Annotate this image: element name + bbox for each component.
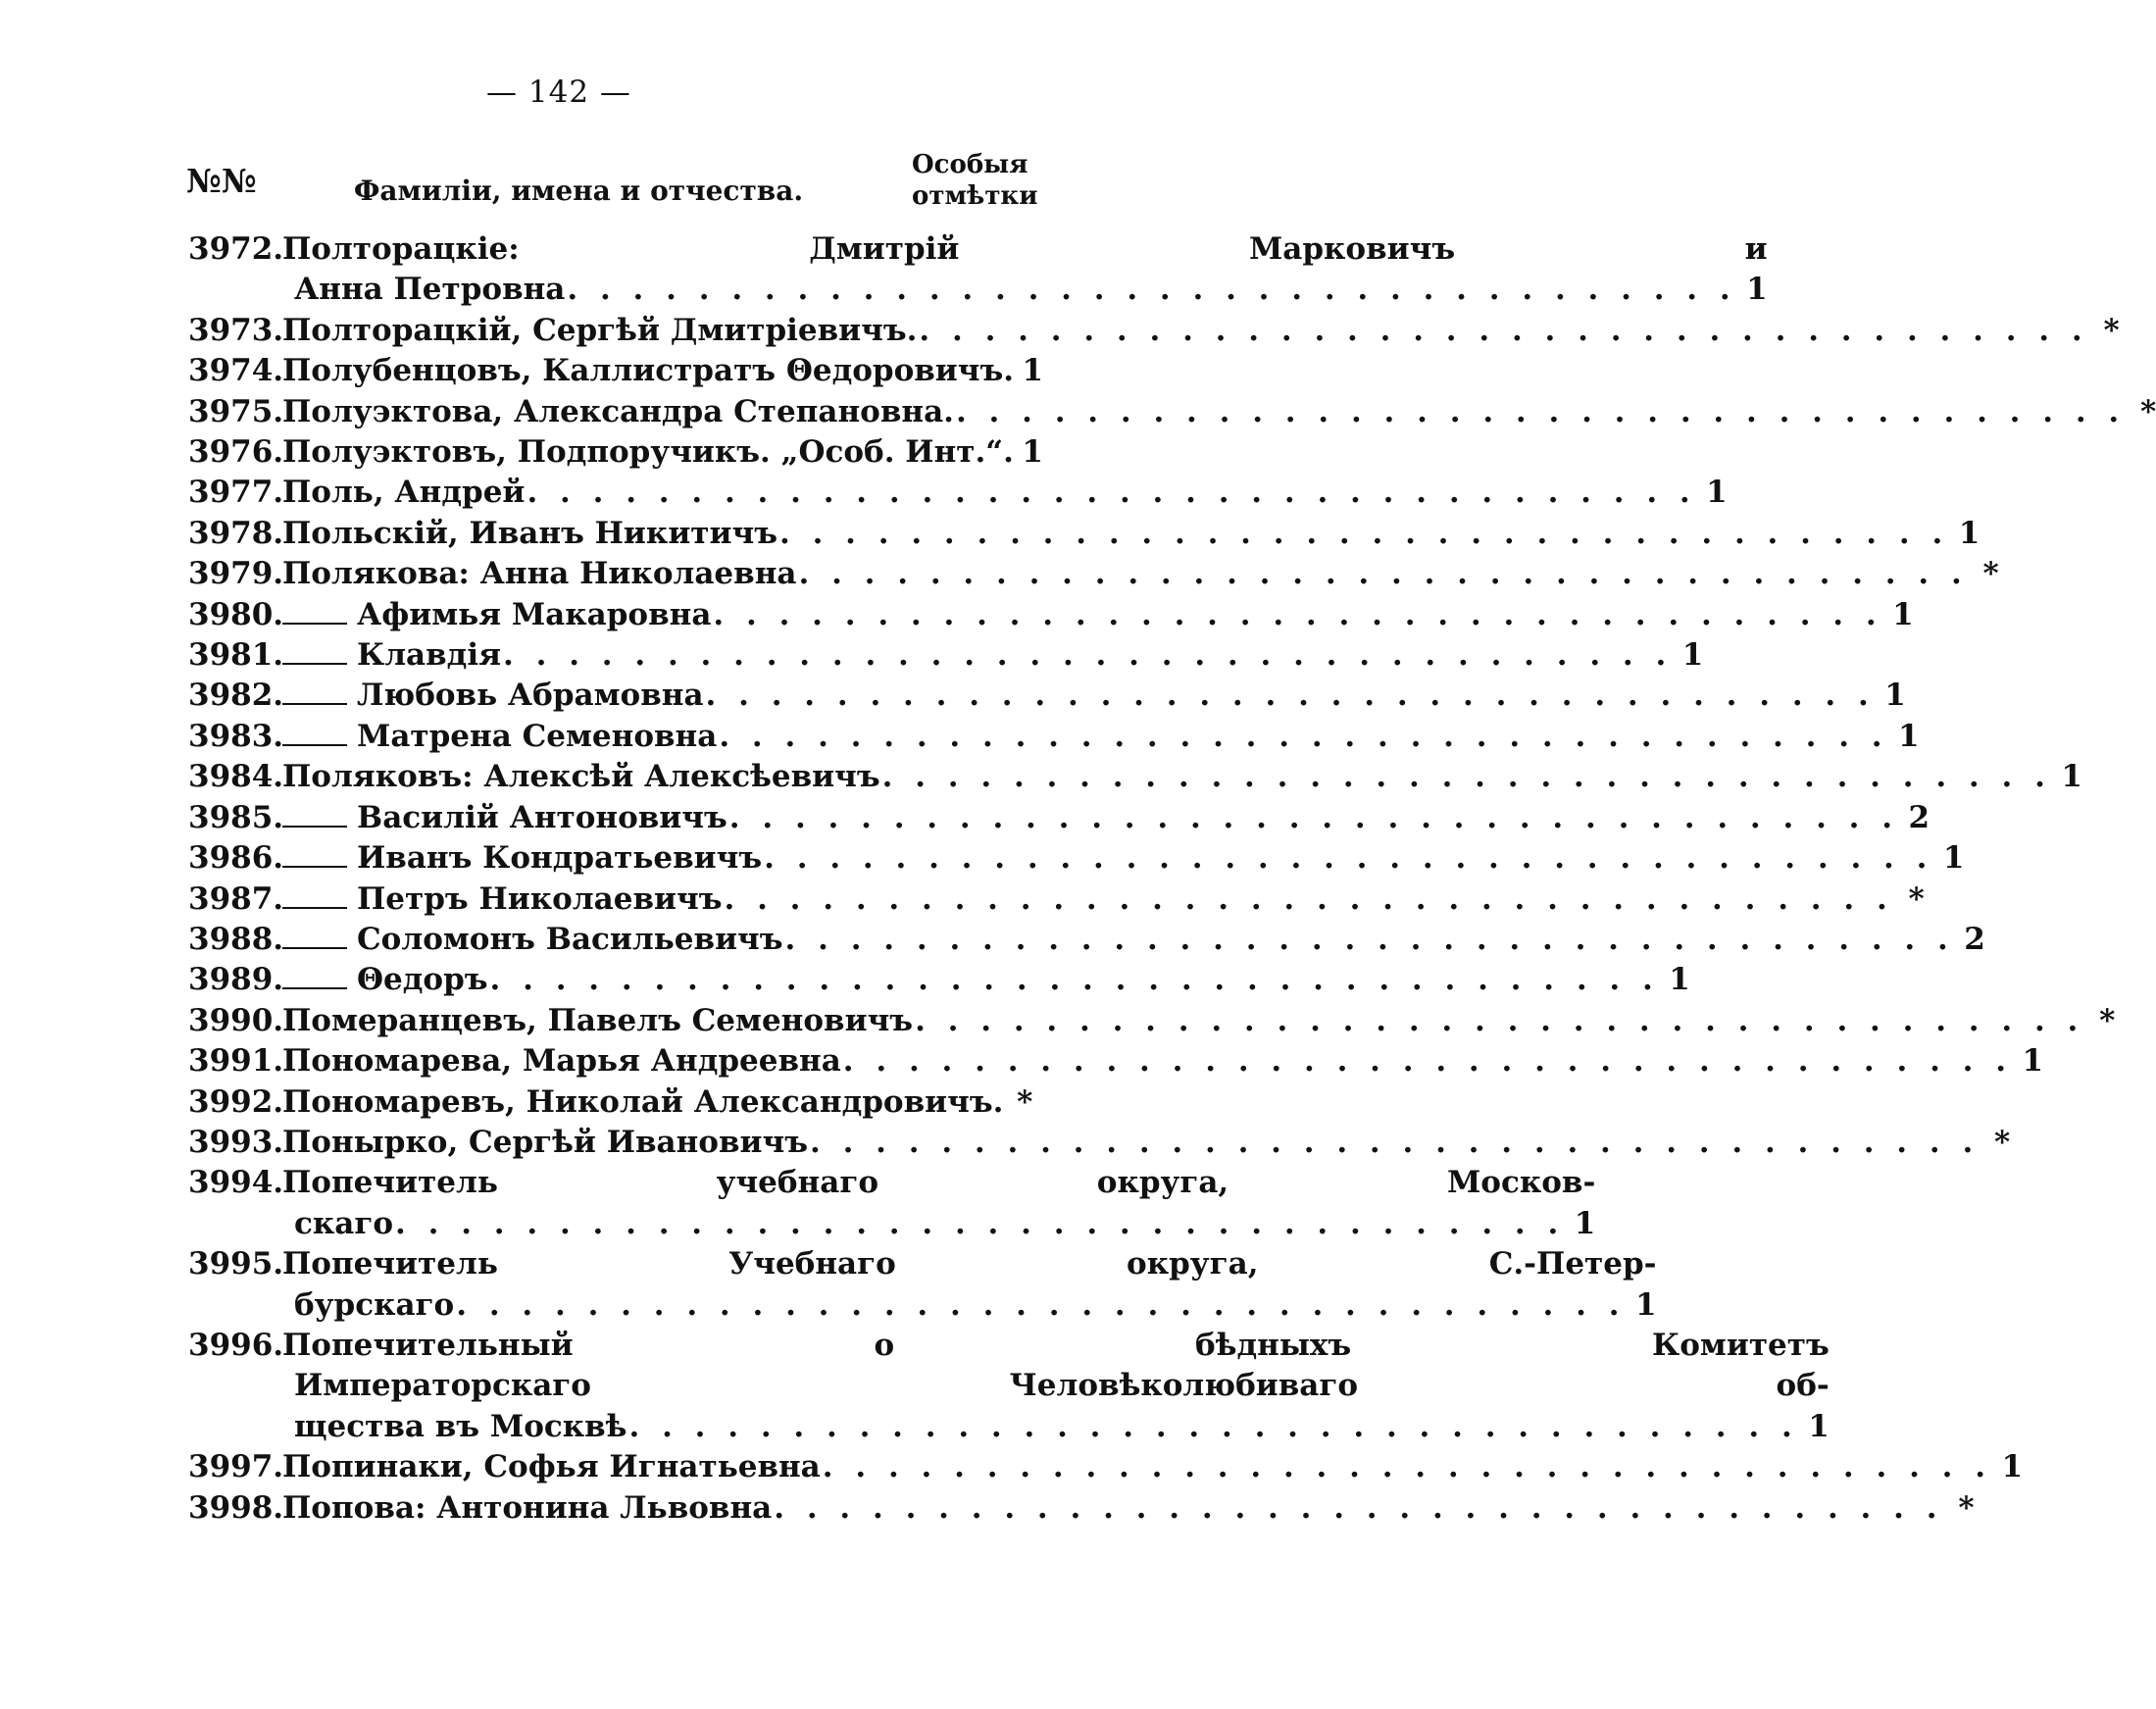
entry-mark: *: [2103, 312, 2120, 348]
dot-leader: [724, 880, 1892, 920]
entry-number: 3996.: [188, 1327, 284, 1363]
entry-line: [282, 880, 1925, 920]
list-item: [188, 1326, 1830, 1447]
entry-mark: *: [1017, 1083, 1033, 1120]
entry-body: [282, 351, 1043, 391]
list-item: [188, 351, 1044, 391]
entry-body: [282, 798, 1930, 838]
entry-number: 3982.: [188, 678, 284, 714]
entry-line: [282, 270, 1768, 310]
entry-number: 3983.: [188, 718, 284, 754]
entry-name: Померанцевъ, Павелъ Семеновичъ: [282, 1002, 914, 1038]
entry-line: [282, 229, 1768, 270]
entry-number: 3980.: [188, 596, 284, 632]
page-number: — 142 —: [486, 75, 631, 110]
entry-mark: *: [1982, 556, 1999, 592]
entry-number: 3972.: [188, 231, 284, 267]
entry-body: [282, 229, 1768, 311]
entry-mark: 1: [1022, 434, 1043, 471]
entry-number: 3977.: [188, 475, 284, 511]
ditto-dash: [282, 663, 347, 665]
list-item: [188, 1082, 1033, 1123]
list-item: [188, 514, 1981, 554]
entry-name: Полякова: Анна Николаевна: [282, 556, 797, 592]
dot-leader: [713, 595, 1881, 635]
dot-leader: [526, 473, 1695, 513]
list-item: [188, 1163, 1596, 1244]
list-item: [188, 1244, 1657, 1326]
entry-name: Поляковъ: Алексѣй Алексѣевичъ: [282, 759, 880, 795]
entry-name: Василій Антоновичъ: [357, 799, 727, 835]
dot-leader: [823, 1447, 1991, 1487]
list-item: [188, 229, 1768, 311]
entry-number: 3978.: [188, 515, 284, 551]
entry-body: [282, 1001, 2115, 1041]
list-item: [188, 1123, 2011, 1163]
entry-number: 3985.: [188, 799, 284, 835]
entry-line: [282, 554, 1999, 594]
entry-number: 3986.: [188, 840, 284, 877]
entry-number: 3981.: [188, 637, 284, 674]
entry-line: [282, 960, 1690, 1000]
entry-name: Полторацкій, Сергѣй Дмитріевичъ.: [282, 312, 918, 348]
entry-number: 3989.: [188, 962, 284, 998]
entry-mark: *: [1958, 1489, 1975, 1526]
dot-leader: [882, 757, 2051, 797]
entry-number: 3994.: [188, 1165, 284, 1201]
entry-line: [282, 595, 1914, 635]
entry-mark: 1: [1746, 272, 1768, 308]
entry-name: Понырко, Сергѣй Ивановичъ: [282, 1124, 808, 1160]
entry-mark: 1: [1898, 718, 1920, 754]
entry-body: [282, 473, 1728, 513]
entry-name: Полторацкіе: Дмитрій Марковичъ и: [282, 231, 1768, 267]
entry-name: Афимья Макаровна: [357, 596, 712, 632]
entry-line: [282, 676, 1906, 716]
entry-name: Попечитель учебнаго округа, Москов-: [282, 1165, 1596, 1201]
entry-body: [282, 432, 1043, 473]
ditto-dash: [282, 623, 347, 625]
ditto-dash: [282, 907, 347, 909]
dot-leader: [915, 1001, 2083, 1041]
entry-body: [282, 1447, 2023, 1487]
dot-leader: [490, 960, 1659, 1000]
entry-mark: 1: [1884, 678, 1906, 714]
entry-number: 3975.: [188, 393, 284, 429]
entry-body: [282, 1488, 1975, 1529]
entry-number: 3991.: [188, 1043, 284, 1080]
entry-body: [282, 1244, 1657, 1326]
list-item: [188, 757, 2082, 797]
entry-line: [282, 473, 1728, 513]
dot-leader: [843, 1041, 2012, 1081]
entry-name: Соломонъ Васильевичъ: [357, 921, 783, 957]
list-item: [188, 635, 1704, 676]
entry-mark: *: [1994, 1124, 2011, 1160]
entry-name: Полубенцовъ, Каллистратъ Θедоровичъ.: [282, 353, 1015, 389]
entry-line: [282, 1001, 2115, 1041]
entry-body: [282, 1041, 2043, 1081]
ditto-dash: [282, 744, 347, 746]
entry-line: [282, 1407, 1830, 1447]
entry-name: Попова: Антонина Львовна: [282, 1489, 773, 1526]
dot-leader: [810, 1123, 1979, 1163]
names-column-header: Фамиліи, имена и отчества.: [353, 175, 804, 207]
entry-mark: 1: [1808, 1408, 1830, 1444]
ditto-dash: [282, 703, 347, 705]
list-item: [188, 920, 1985, 960]
list-item: [188, 595, 1914, 635]
entry-body: [282, 311, 2120, 351]
list-item: [188, 1488, 1975, 1529]
list-item: [188, 880, 1925, 920]
list-item: [188, 311, 2120, 351]
ditto-dash: [282, 987, 347, 989]
entry-body: [282, 920, 1985, 960]
entry-line: [282, 1285, 1657, 1326]
entry-name: щества въ Москвѣ: [294, 1408, 627, 1444]
dot-leader: [456, 1285, 1625, 1326]
entry-mark: 2: [1908, 799, 1930, 835]
entry-line: [282, 514, 1980, 554]
entry-line: [282, 1244, 1657, 1284]
entry-name: Поль, Андрей: [282, 475, 526, 511]
dot-leader: [503, 635, 1672, 676]
entry-name: Пономарева, Марья Андреевна: [282, 1043, 841, 1080]
entry-name: Попечитель Учебнаго округа, С.-Петер-: [282, 1246, 1657, 1282]
list-item: [188, 473, 1728, 513]
list-item: [188, 717, 1920, 757]
entry-mark: 1: [1022, 353, 1044, 389]
entry-line: [282, 1488, 1975, 1529]
entry-number: 3995.: [188, 1246, 284, 1282]
entry-name: скаго: [294, 1205, 394, 1241]
entry-body: [282, 554, 1999, 594]
entry-number: 3974.: [188, 353, 284, 389]
ditto-dash: [282, 866, 347, 868]
entry-body: [282, 880, 1925, 920]
entry-line: [282, 392, 2156, 432]
entry-body: [282, 1163, 1595, 1244]
entry-number: 3987.: [188, 880, 284, 917]
ditto-dash: [282, 826, 347, 828]
entry-name: Полуэктова, Александра Степановна.: [282, 393, 954, 429]
dot-leader: [567, 270, 1735, 310]
entry-number: 3998.: [188, 1489, 284, 1526]
entry-line: [282, 1041, 2043, 1081]
entry-number: 3988.: [188, 921, 284, 957]
entry-name: Петръ Николаевичъ: [357, 880, 723, 917]
entries-list: [188, 229, 2156, 1529]
entry-line: [282, 351, 1043, 391]
entry-name: Любовь Абрамовна: [357, 678, 704, 714]
entry-number: 3973.: [188, 312, 284, 348]
dot-leader: [628, 1407, 1797, 1447]
entry-body: [282, 1326, 1830, 1447]
entry-name: Пономаревъ, Николай Александровичъ.: [282, 1083, 1004, 1120]
marks-column-header-line2: отмѣтки: [912, 181, 1038, 211]
entry-body: [282, 960, 1690, 1000]
number-column-header: №№: [186, 162, 257, 200]
list-item: [188, 1041, 2044, 1081]
entry-line: [282, 838, 1964, 879]
entry-line: [282, 1082, 1032, 1123]
entry-name: Клавдія: [357, 637, 502, 674]
entry-number: 3979.: [188, 556, 284, 592]
entry-body: [282, 1082, 1032, 1123]
dot-leader: [798, 554, 1967, 594]
entry-name: Θедоръ: [357, 962, 488, 998]
entry-mark: 1: [2001, 1449, 2024, 1485]
entry-name: Иванъ Кондратьевичъ: [357, 840, 763, 877]
dot-leader: [706, 676, 1875, 716]
list-item: [188, 392, 2156, 432]
entry-line: [282, 717, 1920, 757]
entry-name: Попечительный о бѣдныхъ Комитетъ: [282, 1327, 1830, 1363]
entry-mark: *: [1908, 880, 1925, 917]
entry-number: 3976.: [188, 434, 284, 471]
entry-mark: 1: [1958, 515, 1981, 551]
dot-leader: [395, 1204, 1564, 1244]
entry-mark: 1: [2061, 759, 2082, 795]
dot-leader: [785, 920, 1954, 960]
entry-mark: 2: [1964, 921, 1985, 957]
dot-leader: [774, 1488, 1942, 1529]
dot-leader: [779, 514, 1948, 554]
entry-body: [282, 635, 1703, 676]
entry-line: [282, 757, 2082, 797]
entry-line: [282, 1447, 2023, 1487]
dot-leader: [719, 717, 1887, 757]
entry-body: [282, 717, 1920, 757]
entry-name: Анна Петровна: [294, 272, 566, 308]
entry-line: [282, 1163, 1595, 1203]
entry-body: [282, 514, 1980, 554]
list-item: [188, 960, 1690, 1000]
entry-line: [282, 798, 1930, 838]
entry-body: [282, 757, 2082, 797]
entry-mark: 1: [1942, 840, 1965, 877]
list-item: [188, 554, 1999, 594]
entry-body: [282, 1123, 2010, 1163]
entry-number: 3992.: [188, 1083, 284, 1120]
entry-line: [282, 1366, 1830, 1406]
entry-line: [282, 1326, 1830, 1366]
list-item: [188, 1447, 2024, 1487]
entry-name: Попинаки, Софья Игнатьевна: [282, 1449, 821, 1485]
entry-body: [282, 392, 2156, 432]
list-item: [188, 432, 1043, 473]
list-item: [188, 798, 1930, 838]
entry-line: [282, 432, 1043, 473]
list-item: [188, 1001, 2116, 1041]
entry-line: [282, 1123, 2010, 1163]
dot-leader: [919, 311, 2087, 351]
list-item: [188, 838, 1965, 879]
entry-mark: 1: [1706, 475, 1728, 511]
entry-name: Императорскаго Человѣколюбиваго об-: [294, 1368, 1830, 1404]
entry-line: [282, 311, 2120, 351]
entry-line: [282, 635, 1703, 676]
entry-name: бурскаго: [294, 1286, 455, 1323]
entry-number: 3993.: [188, 1124, 284, 1160]
entry-mark: *: [2099, 1002, 2116, 1038]
entry-name: Польскій, Иванъ Никитичъ: [282, 515, 777, 551]
entry-line: [282, 1204, 1595, 1244]
entry-mark: 1: [1634, 1286, 1657, 1323]
entry-mark: 1: [1681, 637, 1704, 674]
entry-number: 3990.: [188, 1002, 284, 1038]
entry-name: Матрена Семеновна: [357, 718, 718, 754]
entry-body: [282, 838, 1964, 879]
dot-leader: [764, 838, 1932, 879]
entry-body: [282, 595, 1914, 635]
marks-column-header-line1: Особыя: [912, 150, 1028, 179]
dot-leader: [956, 392, 2125, 432]
dot-leader: [729, 798, 1898, 838]
entry-number: 3984.: [188, 759, 284, 795]
entry-mark: 1: [1669, 962, 1690, 998]
entry-mark: *: [2140, 393, 2156, 429]
entry-name: Полуэктовъ, Подпоручикъ. „Особ. Инт.“.: [282, 434, 1014, 471]
marks-column-header: [912, 149, 1038, 212]
list-item: [188, 676, 1906, 716]
entry-body: [282, 676, 1906, 716]
entry-mark: 1: [2022, 1043, 2044, 1080]
entry-number: 3997.: [188, 1449, 284, 1485]
entry-mark: 1: [1892, 596, 1914, 632]
entry-mark: 1: [1574, 1205, 1596, 1241]
ditto-dash: [282, 947, 347, 949]
entry-line: [282, 920, 1985, 960]
